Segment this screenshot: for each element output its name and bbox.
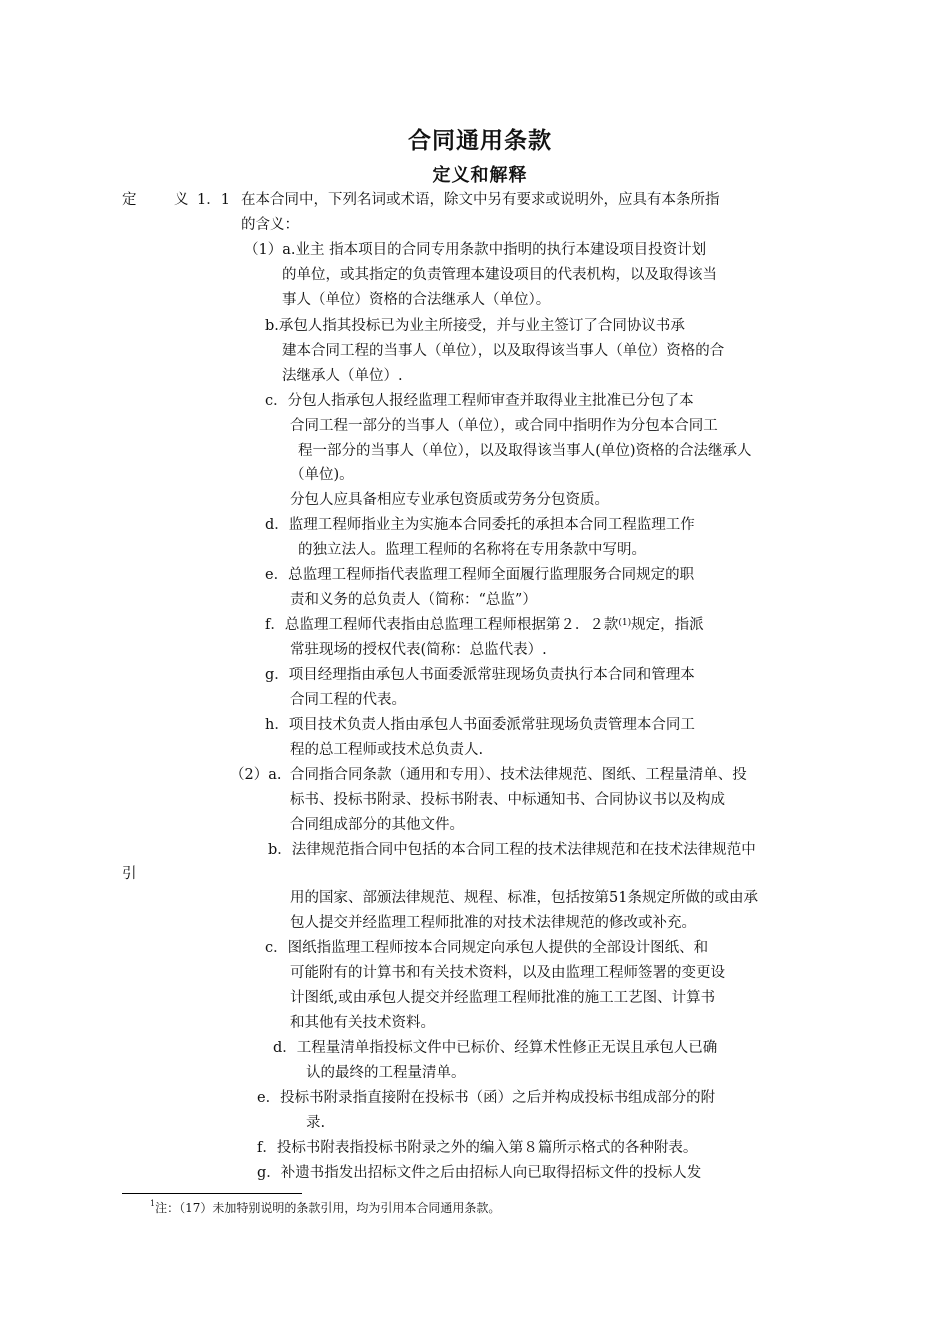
- definition-line: 建本合同工程的当事人（单位），以及取得该当事人（单位）资格的合: [282, 343, 725, 359]
- definition-label-right: 义: [174, 192, 189, 208]
- definition-line: d．工程量清单指投标文件中已标价、经算术性修正无误且承包人已确: [273, 1040, 718, 1056]
- definition-line: g．补遗书指发出招标文件之后由招标人向已取得招标文件的投标人发: [257, 1165, 702, 1181]
- definition-line: 事人（单位）资格的合法继承人（单位）。: [282, 292, 551, 308]
- definition-line: e．投标书附录指直接附在投标书（函）之后并构成投标书组成部分的附: [257, 1090, 716, 1106]
- definition-line: 合同组成部分的其他文件。: [290, 817, 464, 833]
- definition-line: 常驻现场的授权代表(简称：总监代表）.: [290, 642, 547, 658]
- clause-intro-line: 在本合同中，下列名词或术语，除文中另有要求或说明外，应具有本条所指: [241, 192, 720, 208]
- definition-label-left: 定: [122, 192, 137, 208]
- definition-line: b.承包人指其投标已为业主所接受，并与业主签订了合同协议书承: [265, 318, 685, 334]
- definition-line: 责和义务的总负责人（简称：“总监”）: [290, 592, 537, 608]
- section-subtitle: 定义和解释: [432, 165, 528, 186]
- definition-line: 录.: [306, 1115, 326, 1131]
- definition-line: 的独立法人。监理工程师的名称将在专用条款中写明。: [298, 542, 646, 558]
- footnote-separator: [122, 1193, 302, 1194]
- definition-line: 合同指合同条款（通用和专用）、技术法律规范、图纸、工程量清单、投: [290, 767, 747, 783]
- definition-line: h．项目技术负责人指由承包人书面委派常驻现场负责管理本合同工: [265, 717, 695, 733]
- document-title: 合同通用条款: [408, 128, 552, 154]
- footnote-text: 注：（17）未加特别说明的条款引用，均为引用本合同通用条款。: [155, 1201, 501, 1215]
- clause-intro-line: 的含义：: [241, 217, 299, 233]
- definition-line: 合同工程的代表。: [290, 692, 406, 708]
- footnote-mark: 1: [150, 1199, 156, 1208]
- definition-line-text: 规定，指派: [631, 617, 704, 633]
- definition-line: 认的最终的工程量清单。: [306, 1065, 466, 1081]
- clause-number: 1．1: [197, 192, 230, 208]
- definition-line: （1）a.业主 指本项目的合同专用条款中指明的执行本建设项目投资计划: [244, 242, 707, 258]
- definition-line: 可能附有的计算书和有关技术资料，以及由监理工程师签署的变更设: [290, 965, 725, 981]
- definition-line: 分包人应具备相应专业承包资质或劳务分包资质。: [290, 492, 609, 508]
- definition-line: b．法律规范指合同中包括的本合同工程的技术法律规范和在技术法律规范中: [268, 842, 756, 858]
- definition-line: e．总监理工程师指代表监理工程师全面履行监理服务合同规定的职: [265, 567, 695, 583]
- definition-line: 包人提交并经监理工程师批准的对技术法律规范的修改或补充。: [290, 915, 696, 931]
- definition-line: 和其他有关技术资料。: [290, 1015, 435, 1031]
- footnote-reference: (1): [618, 618, 632, 628]
- definition-line: 用的国家、部颁法律规范、规程、标准，包括按第51条规定所做的或由承: [290, 890, 758, 906]
- definition-line: c．图纸指监理工程师按本合同规定向承包人提供的全部设计图纸、和: [265, 940, 709, 956]
- definition-line-text: f．总监理工程师代表指由总监理工程师根据第２．２款: [265, 617, 619, 633]
- definition-line: [265, 615, 704, 635]
- definition-line: 计图纸,或由承包人提交并经监理工程师批准的施工工艺图、计算书: [290, 990, 716, 1006]
- definition-line: g．项目经理指由承包人书面委派常驻现场负责执行本合同和管理本: [265, 667, 695, 683]
- definition-line: 标书、投标书附录、投标书附表、中标通知书、合同协议书以及构成: [290, 792, 725, 808]
- definition-line: 合同工程一部分的当事人（单位），或合同中指明作为分包本合同工: [290, 418, 718, 434]
- definition-line: 程的总工程师或技术总负责人.: [290, 742, 484, 758]
- definition-line: 程一部分的当事人（单位），以及取得该当事人(单位)资格的合法继承人: [298, 443, 752, 459]
- definition-line: c．分包人指承包人报经监理工程师审查并取得业主批准已分包了本: [265, 393, 694, 409]
- footnote: [150, 1199, 500, 1216]
- definition-line: 的单位，或其指定的负责管理本建设项目的代表机构，以及取得该当: [282, 267, 717, 283]
- subclause-number: （2）a.: [230, 767, 282, 783]
- definition-line: （单位)。: [290, 467, 354, 483]
- definition-line: 引: [122, 866, 137, 882]
- definition-line: 法继承人（单位）.: [282, 368, 403, 384]
- definition-line: d．监理工程师指业主为实施本合同委托的承担本合同工程监理工作: [265, 517, 695, 533]
- definition-line: f．投标书附表指投标书附录之外的编入第８篇所示格式的各种附表。: [257, 1140, 698, 1156]
